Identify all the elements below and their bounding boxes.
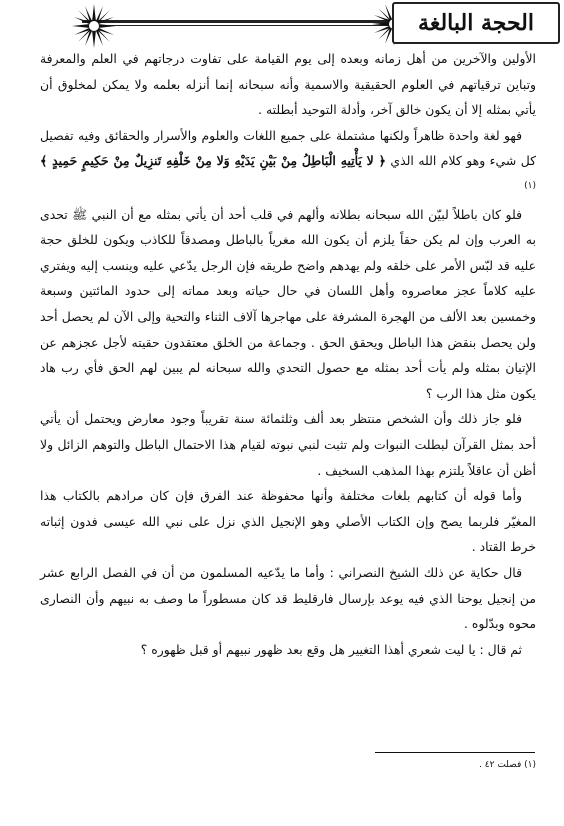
ornament-burst-left [72, 4, 116, 48]
paragraph-1: الأولين والآخرين من أهل زمانه وبعده إلى يوم القيامة على تفاوت درجاتهم في العلم والمعرفة وتباين ترقياتهم في العلوم الحقيقية والاسمية وأنه سبحانه إنما أنزله بعلمه ولا يمكن لمخلوق أن يأتي بمثله إلا أن يكون خالق آخر، وأدلة التوحيد أبطلته . [40, 51, 536, 118]
paragraph-5: وأما قوله أن كتابهم بلغات مختلفة وأنها محفوظة عند الفرق فإن كان مرادهم بالكتاب هذا المغيّر فلربما يصح وإن الكتاب الأصلي وهو الإنجيل الذي نزل على نبي الله عيسى فدون إثباته خرط القتاد . [40, 488, 536, 555]
quran-verse: ﴿ لا يَأْتِيهِ الْبَاطِلُ مِنْ بَيْنِ يَدَيْهِ وَلا مِنْ خَلْفِهِ تَنزِيلٌ مِنْ حَكِيمٍ حَمِيدٍ ﴾ [40, 153, 386, 169]
paragraph-3: فلو كان باطلاً لبيّن الله سبحانه بطلانه وألهم في قلب أحد أن يأتي بمثله مع أن النبي ﷺ تحدى به العرب وإن لم يكن حقاً يلزم أن يكون الله مغرياً بالباطل ومصدقاً للكاذب ويكون للخلق حجة عليه قد لبّس الأمر على خلقه ولم يهدهم واضح طريقه فإن الرجل يدّعي عليه وينسب إليه ويفتري عليه كلاماً عجز معاصروه وأهل اللسان في حال حياته وبعد مماته إلى حدود المائتين وسبعة وخمسين بعد الألف من الهجرة المشرفة على مهاجرها آلاف الثناء والتحية وإلى الآن لم يحصل أحد ولن يحصل بنقض هذا الباطل ويحقق الحق . وجماعة من الخلق معتقدون حقيته لأجل عجزهم عن الإتيان بمثله ولم يأت أحد بمثله مع حصول التحدي والله سبحانه لم يبين لهم الحق فأي رب هاد يكون مثل هذا الرب ؟ [40, 206, 536, 401]
page-header [12, 0, 560, 46]
paragraph-2 [40, 123, 536, 202]
paragraph-2-text: فهو لغة واحدة ظاهراً ولكنها مشتملة على جميع اللغات والعلوم والأسرار والحقائق وفيه تفصيل كل شيء وهو كلام الله الذي [40, 127, 536, 169]
footnote-marker: (١) [524, 180, 536, 191]
footnote: (١) فصلت ٤٢ . [479, 760, 536, 770]
paragraph-6: قال حكاية عن ذلك الشيخ النصراني : وأما ما يدّعيه المسلمون من أن في الفصل الرابع عشر من إنجيل يوحنا الذي فيه يوعد بإرسال فارقليط قد كان مسطوراً ما وصف به نبيهم وأن النصارى محوه وبدّلوه . [40, 565, 536, 632]
paragraph-4: فلو جاز ذلك وأن الشخص منتظر بعد ألف وثلثمائة سنة تقريباً وجود معارض ويحتمل أن يأتي أحد بمثل القرآن لبطلت النبوات ولم تثبت لنبي نبوته لقيام هذا الاحتمال الباطل والتوهم الزائل ولا أظن أن عاقلاً يلتزم بهذا المذهب السخيف . [40, 411, 536, 478]
footnote-divider [375, 752, 535, 753]
paragraph-7: ثم قال : يا ليت شعري أهذا التغيير هل وقع بعد ظهور نبيهم أو قبل ظهوره ؟ [140, 641, 522, 657]
body-text [40, 46, 536, 662]
book-title: الحجة البالغة [392, 2, 560, 44]
